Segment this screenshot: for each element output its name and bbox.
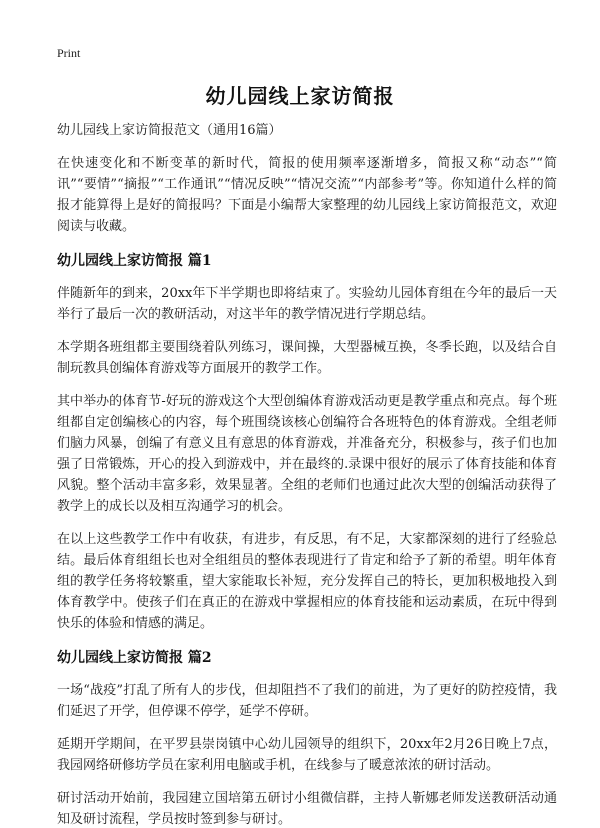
paragraph: 在以上这些教学工作中有收获，有进步，有反思，有不足，大家都深刻的进行了经验总结。最后体育组组长也对全组组员的整体表现进行了肯定和给予了新的希望。明年体育组的教学任务将较繁重，望大家能取长补短，充分发挥自己的特长，更加积极地投入到体育教学中。使孩子们在真正的在游戏中掌握相应的体育技能和运动素质，在玩中得到快乐的体验和情感的满足。	[57, 532, 557, 631]
paragraph: 伴随新年的到来，20xx年下半学期也即将结束了。实验幼儿园体育组在今年的最后一天举行了最后一次的教研活动，对这半年的教学情况进行学期总结。	[57, 286, 557, 322]
paragraph: 其中举办的体育节-好玩的游戏这个大型创编体育游戏活动更是教学重点和亮点。每个班组都自定创编核心的内容，每个班围绕该核心创编符合各班特色的体育游戏。全组老师们脑力风暴，创编了有意义且有意思的体育游戏，并准备充分，积极参与，孩子们也加强了日常锻炼，开心的投入到游戏中，并在最终的.录课中很好的展示了体育技能和体育风貌。整个活动丰富多彩，效果显著。全组的老师们也通过此次大型的创编活动获得了教学上的成长以及相互沟通学习的机会。	[57, 394, 557, 514]
paragraph: 延期开学期间，在平罗县崇岗镇中心幼儿园领导的组织下，20xx年2月26日晚上7点，我园网络研修坊学员在家利用电脑或手机，在线参与了暖意浓浓的研讨活动。	[57, 737, 557, 773]
intro-paragraph: 在快速变化和不断变革的新时代，简报的使用频率逐渐增多，简报又称“动态”“简讯”“要情”“摘报”“工作通讯”“情况反映”“情况交流”“内部参考”等。你知道什么样的简报才能算得上是好的简报吗？下面是小编帮大家整理的幼儿园线上家访简报范文，欢迎阅读与收藏。	[57, 156, 557, 234]
document-body	[57, 120, 557, 828]
paragraph: 一场“战疫”打乱了所有人的步伐，但却阻挡不了我们的前进，为了更好的防控疫情，我们延迟了开学，但停课不停学，延学不停研。	[57, 683, 557, 719]
section-heading-2: 幼儿园线上家访简报 篇2	[57, 650, 212, 666]
section-heading-1: 幼儿园线上家访简报 篇1	[57, 253, 212, 269]
paragraph: 研讨活动开始前，我园建立国培第五研讨小组微信群，主持人靳娜老师发送教研活动通知及研讨流程，学员按时签到参与研讨。	[57, 791, 557, 827]
page-title: 幼儿园线上家访简报	[205, 84, 395, 108]
paragraph: 本学期各班组都主要围绕着队列练习，课间操，大型器械互换，冬季长跑，以及结合自制玩教具创编体育游戏等方面展开的教学工作。	[57, 340, 557, 376]
subtitle: 幼儿园线上家访简报范文（通用16篇）	[57, 123, 282, 138]
print-link[interactable]: Print	[57, 46, 81, 60]
